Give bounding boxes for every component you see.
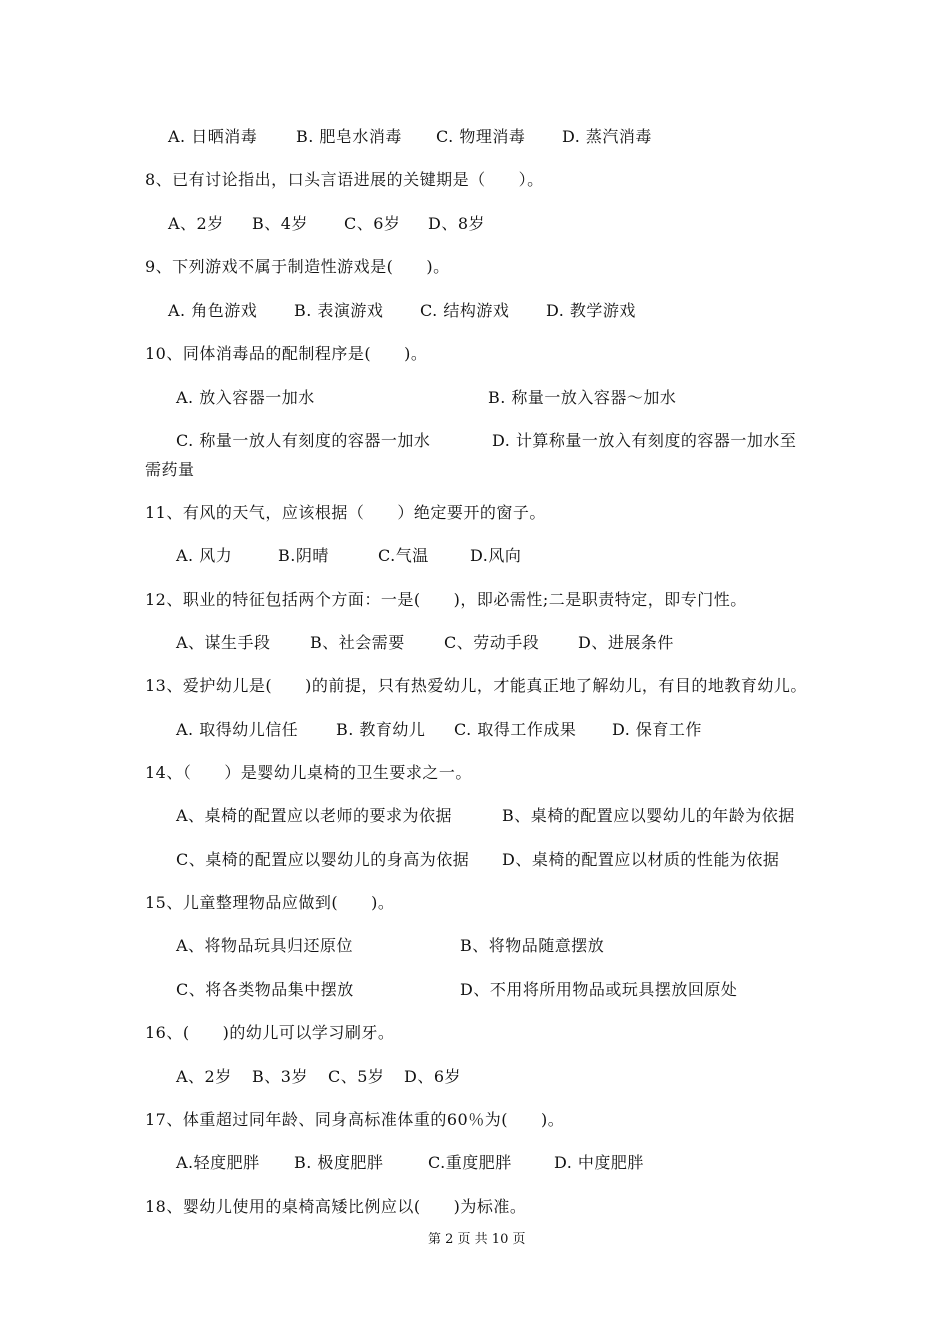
q12-option-b: B、社会需要 xyxy=(310,633,405,652)
q7-option-c: C. 物理消毒 xyxy=(436,127,526,146)
q14-option-c: C、桌椅的配置应以婴幼儿的身高为依据 xyxy=(176,850,470,869)
q12-option-d: D、进展条件 xyxy=(578,633,674,652)
q16-option-d: D、6岁 xyxy=(404,1067,462,1086)
q11-option-a: A. 风力 xyxy=(176,546,233,565)
q11-option-b: B.阴晴 xyxy=(278,546,329,565)
q13-stem: 13、爱护幼儿是( )的前提，只有热爱幼儿，才能真正地了解幼儿，有目的地教育幼儿。 xyxy=(145,676,807,695)
q11-option-c: C.气温 xyxy=(378,546,429,565)
q15-option-c: C、将各类物品集中摆放 xyxy=(176,980,354,999)
q8-option-a: A、2岁 xyxy=(168,214,224,233)
q13-option-b: B. 教育幼儿 xyxy=(336,720,426,739)
q8-option-b: B、4岁 xyxy=(252,214,308,233)
q9-stem: 9、下列游戏不属于制造性游戏是( )。 xyxy=(145,257,450,276)
q17-stem: 17、体重超过同年龄、同身高标准体重的60％为( )。 xyxy=(145,1110,565,1129)
q17-option-c: C.重度肥胖 xyxy=(428,1153,512,1172)
q14-option-a: A、桌椅的配置应以老师的要求为依据 xyxy=(176,806,453,825)
q16-option-b: B、3岁 xyxy=(252,1067,308,1086)
q17-option-b: B. 极度肥胖 xyxy=(294,1153,384,1172)
page-number-footer: 第 2 页 共 10 页 xyxy=(428,1232,526,1247)
q11-stem: 11、有风的天气，应该根据（ ）绝定要开的窗子。 xyxy=(145,503,546,522)
q12-stem: 12、职业的特征包括两个方面：一是( )，即必需性;二是职责特定，即专门性。 xyxy=(145,590,747,609)
q13-option-c: C. 取得工作成果 xyxy=(454,720,577,739)
q16-stem: 16、( )的幼儿可以学习刷牙。 xyxy=(145,1023,395,1042)
q9-option-b: B. 表演游戏 xyxy=(294,301,384,320)
q7-option-b: B. 肥皂水消毒 xyxy=(296,127,402,146)
q18-stem: 18、婴幼儿使用的桌椅高矮比例应以( )为标准。 xyxy=(145,1197,527,1216)
q12-option-c: C、劳动手段 xyxy=(444,633,540,652)
q7-option-d: D. 蒸汽消毒 xyxy=(562,127,652,146)
q17-option-d: D. 中度肥胖 xyxy=(554,1153,644,1172)
q14-option-d: D、桌椅的配置应以材质的性能为依据 xyxy=(502,850,780,869)
q14-stem: 14、（ ）是婴幼儿桌椅的卫生要求之一。 xyxy=(145,763,472,782)
q13-option-a: A. 取得幼儿信任 xyxy=(176,720,299,739)
q15-option-b: B、将物品随意摆放 xyxy=(460,936,605,955)
q10-option-d: D. 计算称量一放入有刻度的容器一加水至 xyxy=(492,431,797,450)
q16-option-a: A、2岁 xyxy=(176,1067,232,1086)
q12-option-a: A、谋生手段 xyxy=(176,633,271,652)
q10-option-a: A. 放入容器一加水 xyxy=(176,388,315,407)
q10-option-c: C. 称量一放人有刻度的容器一加水 xyxy=(176,431,431,450)
q9-option-c: C. 结构游戏 xyxy=(420,301,510,320)
q16-option-c: C、5岁 xyxy=(328,1067,385,1086)
q8-option-d: D、8岁 xyxy=(428,214,486,233)
q15-option-d: D、不用将所用物品或玩具摆放回原处 xyxy=(460,980,738,999)
q9-option-d: D. 教学游戏 xyxy=(546,301,636,320)
q10-stem: 10、同体消毒品的配制程序是( )。 xyxy=(145,344,428,363)
q17-option-a: A.轻度肥胖 xyxy=(176,1153,260,1172)
q9-option-a: A. 角色游戏 xyxy=(168,301,258,320)
q15-stem: 15、儿童整理物品应做到( )。 xyxy=(145,893,395,912)
q15-option-a: A、将物品玩具归还原位 xyxy=(176,936,354,955)
q10-option-d-wrap: 需药量 xyxy=(145,460,195,479)
q8-option-c: C、6岁 xyxy=(344,214,401,233)
q8-stem: 8、已有讨论指出，口头言语进展的关键期是（ ）。 xyxy=(145,170,544,189)
q14-option-b: B、桌椅的配置应以婴幼儿的年龄为依据 xyxy=(502,806,795,825)
q10-option-b: B. 称量一放入容器～加水 xyxy=(488,388,677,407)
q11-option-d: D.风向 xyxy=(470,546,522,565)
q13-option-d: D. 保育工作 xyxy=(612,720,702,739)
q7-option-a: A. 日晒消毒 xyxy=(168,127,258,146)
